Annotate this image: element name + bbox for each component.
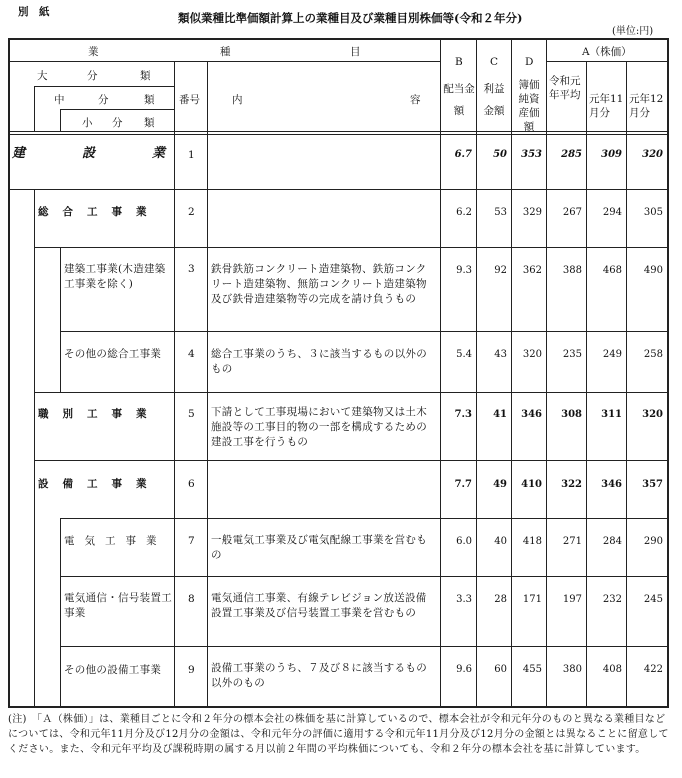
row-desc: 下請として工事現場において建築物又は土木施設等の工事目的物の一部を構成するための建設工事を行うもの — [211, 406, 427, 448]
attachment-tag: 別 紙 — [18, 6, 50, 18]
row-d: 346 — [521, 409, 542, 420]
row-name: 職別工事業 — [38, 408, 161, 420]
col-header-shobunrui-2: 分 — [112, 117, 123, 129]
row-c: 50 — [493, 149, 507, 160]
row-a3: 258 — [643, 349, 663, 360]
row-d: 353 — [521, 149, 542, 160]
col-header-chubunrui: 中 — [54, 94, 65, 106]
row-c: 28 — [494, 594, 507, 605]
col-header-daibunrui-3: 類 — [140, 70, 151, 82]
row-c: 92 — [494, 265, 507, 276]
col-header-shobunrui: 小 — [82, 117, 93, 129]
row-c: 49 — [493, 479, 507, 490]
col-header-c-letter: C — [490, 56, 499, 68]
row-a1: 322 — [561, 479, 582, 490]
row-name: その他の設備工事業 — [64, 664, 162, 676]
row-name: 電気工事業 — [64, 535, 167, 547]
footnote: (注) 「Ａ（株価）」は、業種目ごとに令和２年分の標本会社の株価を基に計算しているので、標本会社が令和元年分のものと異なる業種目などについては、令和元年11月分及び12月分の金額は、令和元年分の評価に適用する令和元年11月分及び12月分の金額とは異なることに留意してください。また、令和元年平均及び課税時期の属する月以前２年間の平均株価についても、令和２年分の標本会社を基に計算しています。 — [8, 714, 669, 755]
row-number: 2 — [188, 206, 195, 218]
col-header-type: 種 — [220, 46, 231, 58]
row-a2: 294 — [602, 207, 622, 218]
row-a1: 271 — [562, 536, 582, 547]
row-a2: 249 — [602, 349, 622, 360]
row-number: 5 — [188, 408, 195, 420]
row-desc: 電気通信工事業、有線テレビジョン放送設備設置工事業及び信号装置工事業を営むもの — [211, 592, 427, 619]
row-a3: 320 — [642, 409, 663, 420]
col-header-a-label: A（株価） — [582, 46, 632, 58]
row-b: 3.3 — [456, 594, 472, 605]
row-d: 329 — [522, 207, 542, 218]
row-a3: 320 — [642, 149, 663, 160]
col-header-d-label: 簿価純資産価額 — [518, 79, 540, 133]
row-d: 362 — [522, 265, 542, 276]
row-a3: 422 — [643, 664, 663, 675]
row-name: 電気通信・信号装置工事業 — [64, 592, 172, 619]
col-header-number: 番号 — [179, 94, 200, 106]
row-a1: 285 — [561, 149, 582, 160]
row-a1: 380 — [562, 664, 582, 675]
row-a2: 232 — [602, 594, 622, 605]
row-number: 8 — [188, 593, 195, 605]
row-a3: 357 — [642, 479, 663, 490]
row-number: 7 — [188, 535, 195, 547]
row-c: 60 — [494, 664, 507, 675]
col-header-chubunrui-3: 類 — [144, 94, 155, 106]
row-d: 410 — [521, 479, 542, 490]
row-name: 総合工事業 — [38, 206, 161, 218]
row-name: 建築工事業(木造建築工事業を除く) — [64, 263, 166, 290]
row-a3: 290 — [643, 536, 663, 547]
row-name: 建 設 業 — [12, 146, 188, 161]
row-c: 43 — [494, 349, 507, 360]
col-header-a2: 元年11月分 — [589, 93, 624, 119]
col-header-a3: 元年12月分 — [629, 93, 664, 119]
col-header-content-1: 内 — [232, 94, 243, 106]
row-desc: 総合工事業のうち、３に該当するもの以外のもの — [211, 348, 427, 375]
row-a3: 490 — [643, 265, 663, 276]
page-title: 類似業種比準価額計算上の業種目及び業種目別株価等(令和２年分) — [178, 11, 523, 25]
row-a3: 305 — [643, 207, 663, 218]
row-a2: 284 — [602, 536, 622, 547]
row-b: 7.7 — [454, 479, 472, 490]
row-d: 455 — [522, 664, 542, 675]
col-header-content-2: 容 — [410, 94, 421, 106]
row-d: 418 — [522, 536, 542, 547]
row-a2: 346 — [601, 479, 622, 490]
col-header-daibunrui: 大 — [37, 70, 48, 82]
col-header-c-label: 利益金額 — [483, 83, 505, 117]
row-number: 3 — [188, 263, 195, 275]
row-c: 53 — [494, 207, 507, 218]
row-d: 320 — [522, 349, 542, 360]
unit-label: (単位:円) — [612, 26, 654, 37]
col-header-shobunrui-3: 類 — [144, 117, 155, 129]
row-c: 40 — [494, 536, 507, 547]
row-a2: 408 — [602, 664, 622, 675]
row-name: その他の総合工事業 — [64, 348, 162, 360]
row-number: 4 — [188, 348, 195, 360]
col-header-b-letter: B — [455, 56, 463, 68]
row-desc: 一般電気工事業及び電気配線工事業を営むもの — [211, 534, 427, 561]
row-b: 9.6 — [456, 664, 472, 675]
row-number: 9 — [188, 664, 195, 676]
row-a1: 388 — [562, 265, 582, 276]
col-header-business: 業 — [88, 46, 99, 58]
row-a1: 235 — [562, 349, 582, 360]
row-desc: 鉄骨鉄筋コンクリート造建築物、鉄筋コンクリート造建築物、無筋コンクリート造建築物及び鉄骨造建築物等の完成を請け負うもの — [211, 263, 427, 305]
row-number: 6 — [188, 478, 195, 490]
row-c: 41 — [493, 409, 507, 420]
row-b: 9.3 — [456, 265, 472, 276]
row-a2: 468 — [602, 265, 622, 276]
row-a2: 309 — [601, 149, 622, 160]
col-header-chubunrui-2: 分 — [98, 94, 109, 106]
row-b: 5.4 — [456, 349, 472, 360]
row-d: 171 — [522, 594, 542, 605]
row-b: 6.7 — [454, 149, 472, 160]
col-header-a1: 令和元年平均 — [549, 75, 581, 101]
col-header-d-letter: D — [525, 56, 534, 68]
row-desc: 設備工事業のうち、７及び８に該当するもの以外のもの — [211, 662, 427, 689]
row-a1: 267 — [562, 207, 582, 218]
row-b: 6.0 — [456, 536, 472, 547]
row-a3: 245 — [643, 594, 663, 605]
row-b: 6.2 — [456, 207, 472, 218]
col-header-daibunrui-2: 分 — [87, 70, 98, 82]
row-b: 7.3 — [454, 409, 472, 420]
row-a1: 308 — [561, 409, 582, 420]
row-a2: 311 — [601, 409, 622, 420]
row-number: 1 — [188, 149, 195, 161]
row-name: 設備工事業 — [38, 478, 161, 490]
col-header-item: 目 — [350, 46, 361, 58]
col-header-b-label: 配当金額 — [443, 83, 475, 117]
row-a1: 197 — [562, 594, 582, 605]
